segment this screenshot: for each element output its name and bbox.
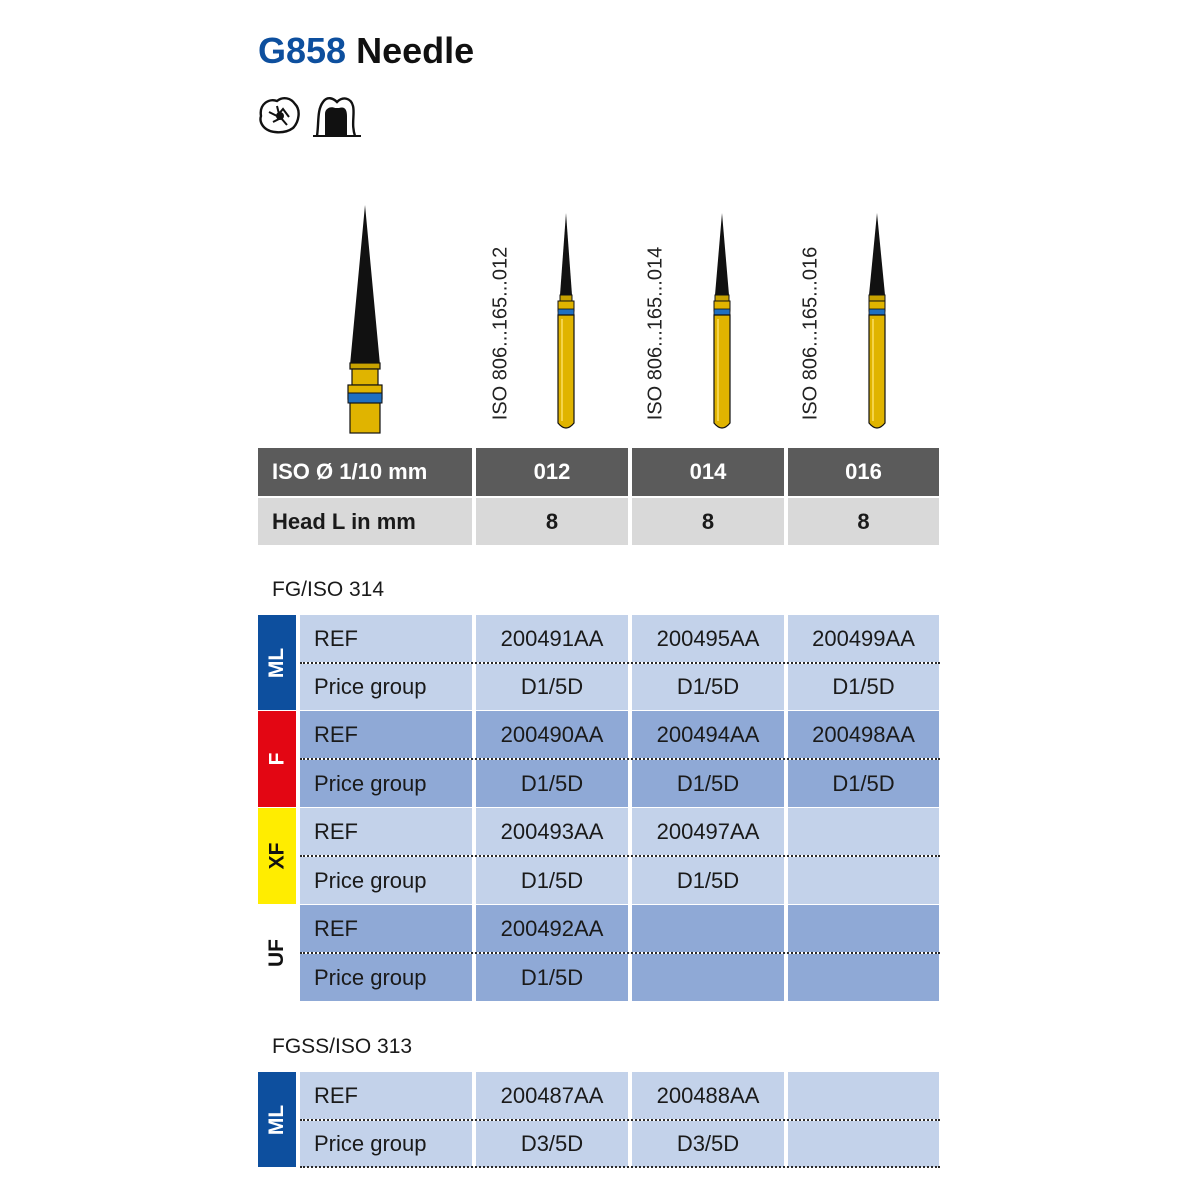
spec-iso-014: 014 bbox=[632, 448, 784, 496]
price-group-value: D1/5D bbox=[788, 664, 939, 710]
bur-016 bbox=[869, 213, 885, 428]
ref-label: REF bbox=[300, 808, 472, 855]
ref-value: 200498AA bbox=[788, 711, 939, 758]
spec-label-iso: ISO Ø 1/10 mm bbox=[258, 448, 472, 496]
product-name: Needle bbox=[356, 30, 475, 71]
ref-value: 200491AA bbox=[476, 615, 628, 662]
indication-icons bbox=[255, 92, 365, 138]
bur-iso-label-012: ISO 806...165...012 bbox=[489, 246, 512, 421]
ref-value bbox=[788, 1072, 939, 1119]
grit-tab-xf: XF bbox=[258, 808, 296, 904]
spec-iso-012: 012 bbox=[476, 448, 628, 496]
ref-value: 200493AA bbox=[476, 808, 628, 855]
ref-label: REF bbox=[300, 615, 472, 662]
ref-value: 200499AA bbox=[788, 615, 939, 662]
row-divider bbox=[300, 952, 940, 954]
price-group-value: D1/5D bbox=[632, 760, 784, 807]
spec-head-length-012: 8 bbox=[476, 498, 628, 545]
ref-value: 200495AA bbox=[632, 615, 784, 662]
large-bur-detail bbox=[348, 205, 382, 433]
row-divider bbox=[300, 758, 940, 760]
spec-iso-016: 016 bbox=[788, 448, 939, 496]
section-label-fg: FG/ISO 314 bbox=[272, 578, 385, 601]
price-group-value: D3/5D bbox=[476, 1121, 628, 1167]
price-group-value bbox=[788, 954, 939, 1001]
spec-head-length-014: 8 bbox=[632, 498, 784, 545]
bur-iso-label-016: ISO 806...165...016 bbox=[799, 246, 822, 421]
cavity-preparation-icon bbox=[260, 98, 298, 132]
price-group-value: D1/5D bbox=[632, 664, 784, 710]
bur-iso-label-014: ISO 806...165...014 bbox=[644, 246, 667, 421]
row-divider bbox=[300, 662, 940, 664]
spec-head-length-016: 8 bbox=[788, 498, 939, 545]
price-group-value: D1/5D bbox=[476, 760, 628, 807]
section-label-fgss: FGSS/ISO 313 bbox=[272, 1035, 413, 1058]
price-group-value: D1/5D bbox=[476, 857, 628, 904]
row-divider bbox=[300, 1119, 940, 1121]
ref-label: REF bbox=[300, 1072, 472, 1119]
price-group-value bbox=[632, 954, 784, 1001]
ref-label: REF bbox=[300, 905, 472, 952]
ref-value: 200494AA bbox=[632, 711, 784, 758]
price-group-value: D1/5D bbox=[476, 664, 628, 710]
bur-drawings bbox=[320, 195, 940, 440]
row-divider bbox=[300, 1166, 940, 1168]
price-group-value bbox=[788, 857, 939, 904]
price-group-value: D1/5D bbox=[788, 760, 939, 807]
grit-tab-ml: ML bbox=[258, 1072, 296, 1167]
ref-value bbox=[632, 905, 784, 952]
price-group-value: D3/5D bbox=[632, 1121, 784, 1167]
price-group-label: Price group bbox=[300, 954, 472, 1001]
price-group-label: Price group bbox=[300, 664, 472, 710]
ref-value: 200488AA bbox=[632, 1072, 784, 1119]
price-group-value bbox=[788, 1121, 939, 1167]
grit-tab-ml: ML bbox=[258, 615, 296, 710]
bur-012 bbox=[558, 213, 574, 428]
price-group-value: D1/5D bbox=[476, 954, 628, 1001]
crown-preparation-icon bbox=[313, 98, 361, 136]
page-title bbox=[258, 30, 474, 72]
ref-value bbox=[788, 808, 939, 855]
spec-label-head-length: Head L in mm bbox=[258, 498, 472, 545]
row-divider bbox=[300, 855, 940, 857]
price-group-label: Price group bbox=[300, 857, 472, 904]
product-code: G858 bbox=[258, 30, 347, 71]
price-group-value: D1/5D bbox=[632, 857, 784, 904]
ref-value: 200490AA bbox=[476, 711, 628, 758]
grit-tab-uf: UF bbox=[258, 905, 296, 1001]
price-group-label: Price group bbox=[300, 760, 472, 807]
ref-value bbox=[788, 905, 939, 952]
grit-tab-f: F bbox=[258, 711, 296, 807]
ref-value: 200487AA bbox=[476, 1072, 628, 1119]
price-group-label: Price group bbox=[300, 1121, 472, 1167]
ref-label: REF bbox=[300, 711, 472, 758]
ref-value: 200497AA bbox=[632, 808, 784, 855]
ref-value: 200492AA bbox=[476, 905, 628, 952]
bur-014 bbox=[714, 213, 730, 428]
